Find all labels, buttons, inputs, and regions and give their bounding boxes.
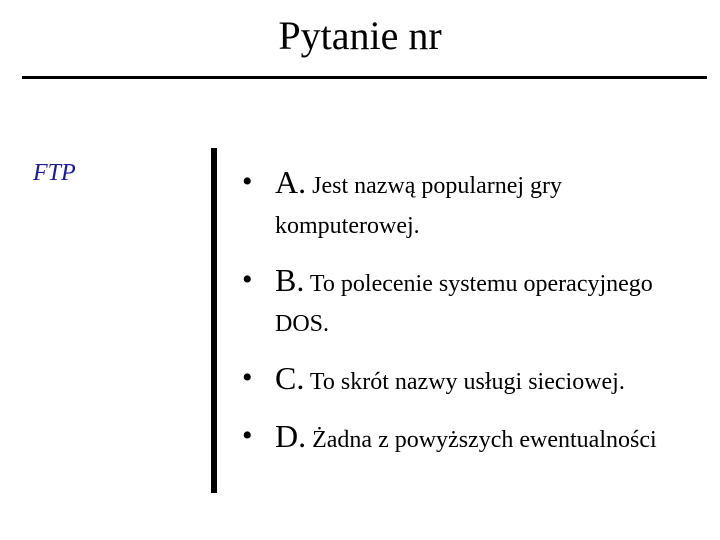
answer-text: Jest nazwą popularnej gry komputerowej. (275, 173, 563, 239)
answer-option-a (242, 162, 712, 246)
answer-letter: C. (275, 360, 305, 396)
answer-text: To skrót nazwy usługi sieciowej. (309, 369, 625, 395)
answer-option-d (242, 416, 712, 460)
question-topic: FTP (33, 160, 76, 186)
title-divider (22, 76, 707, 79)
answer-option-b (242, 260, 712, 344)
answer-text: To polecenie systemu operacyjnego DOS. (275, 271, 653, 337)
vertical-divider (211, 148, 217, 493)
answer-list (242, 162, 712, 474)
answer-text: Żadna z powyższych ewentualności (312, 427, 657, 453)
answer-option-c (242, 358, 712, 402)
answer-letter: A. (275, 164, 307, 200)
answer-letter: D. (275, 418, 307, 454)
answer-letter: B. (275, 262, 305, 298)
slide-title: Pytanie nr (278, 13, 442, 58)
